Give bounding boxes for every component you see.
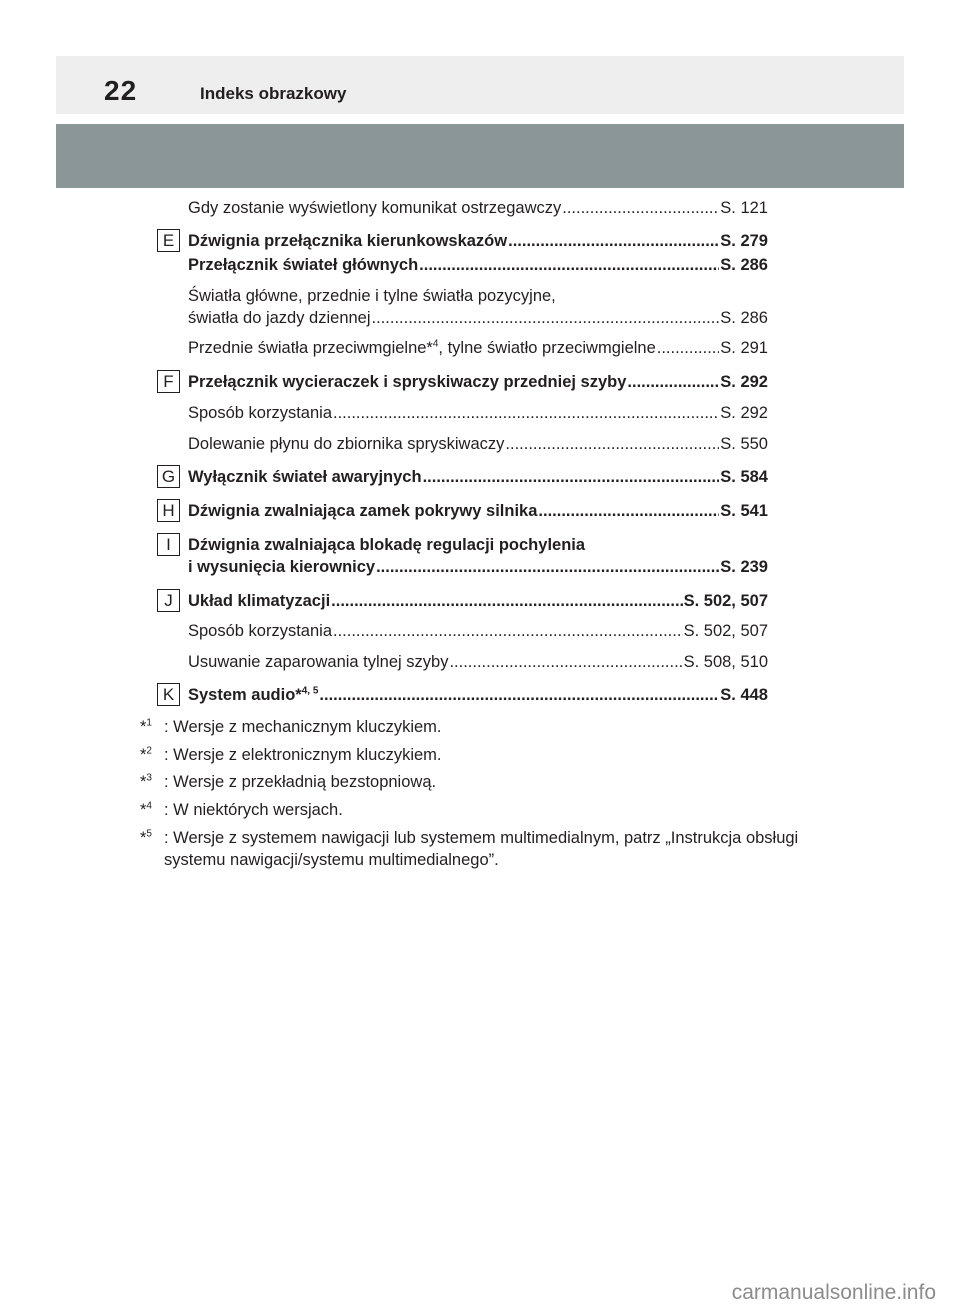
callout-letter-f: F xyxy=(157,370,180,393)
index-entry: Układ klimatyzacji ..... S. 502, 507 xyxy=(188,590,768,612)
page-reference: S. 292 xyxy=(720,373,768,391)
index-entry: Dźwignia zwalniająca zamek pokrywy silnika ..... S. 541 xyxy=(188,500,768,522)
index-entry: System audio*$^{4, 5}$ ..... S. 448 xyxy=(188,684,768,706)
page-reference: S. 508, 510 xyxy=(683,653,768,671)
page-reference: S. 541 xyxy=(720,502,768,520)
index-entry: Usuwanie zaparowania tylnej szyby ..... S. 508, 510 xyxy=(188,651,768,673)
index-entry: Przednie światła przeciwmgielne*$^4$, tylne światło przeciwmgielne ..... S. 291 xyxy=(188,337,768,359)
page-reference: S. 502, 507 xyxy=(683,622,768,640)
index-entry: Gdy zostanie wyświetlony komunikat ostrzegawczy ..... S. 121 xyxy=(188,197,768,219)
callout-letter-k: K xyxy=(157,683,180,706)
watermark[interactable]: carmanualsonline.info xyxy=(731,1281,936,1304)
page-reference: S. 286 xyxy=(720,256,768,274)
page-reference: S. 239 xyxy=(720,558,768,576)
callout-letter-h: H xyxy=(157,499,180,522)
page-reference: S. 291 xyxy=(720,339,768,357)
page-reference: S. 279 xyxy=(720,232,768,250)
page-reference: S. 286 xyxy=(720,309,768,327)
callout-letter-g: G xyxy=(157,465,180,488)
index-entry: Przełącznik świateł głównych ..... S. 286 xyxy=(188,254,768,276)
page-reference: S. 121 xyxy=(720,199,768,217)
page-reference: S. 292 xyxy=(720,404,768,422)
page-reference: S. 550 xyxy=(720,435,768,453)
header-band xyxy=(56,56,904,114)
index-entry: Dźwignia przełącznika kierunkowskazów ..... S. 279 xyxy=(188,230,768,252)
page-reference: S. 448 xyxy=(720,686,768,704)
page-reference: S. 502, 507 xyxy=(683,592,768,610)
index-entry: Sposób korzystania ..... S. 502, 507 xyxy=(188,620,768,642)
index-entry: Światła główne, przednie i tylne światła pozycyjne, światła do jazdy dziennej ..... S. 286 xyxy=(188,285,768,329)
callout-letter-j: J xyxy=(157,589,180,612)
section-title: Indeks obrazkowy xyxy=(200,84,347,103)
index-entry: Przełącznik wycieraczek i spryskiwaczy przedniej szyby ..... S. 292 xyxy=(188,371,768,393)
page-number: 22 xyxy=(104,75,138,106)
index-entry: Sposób korzystania ..... S. 292 xyxy=(188,402,768,424)
index-entry: Wyłącznik świateł awaryjnych ..... S. 584 xyxy=(188,466,768,488)
callout-letter-e: E xyxy=(157,229,180,252)
index-entry: Dźwignia zwalniająca blokadę regulacji pochylenia i wysunięcia kierownicy ..... S. 239 xyxy=(188,534,768,578)
callout-letter-i: I xyxy=(157,533,180,556)
page-reference: S. 584 xyxy=(720,468,768,486)
index-entry: Dolewanie płynu do zbiornika spryskiwaczy ..... S. 550 xyxy=(188,433,768,455)
header-dark-band xyxy=(56,124,904,188)
